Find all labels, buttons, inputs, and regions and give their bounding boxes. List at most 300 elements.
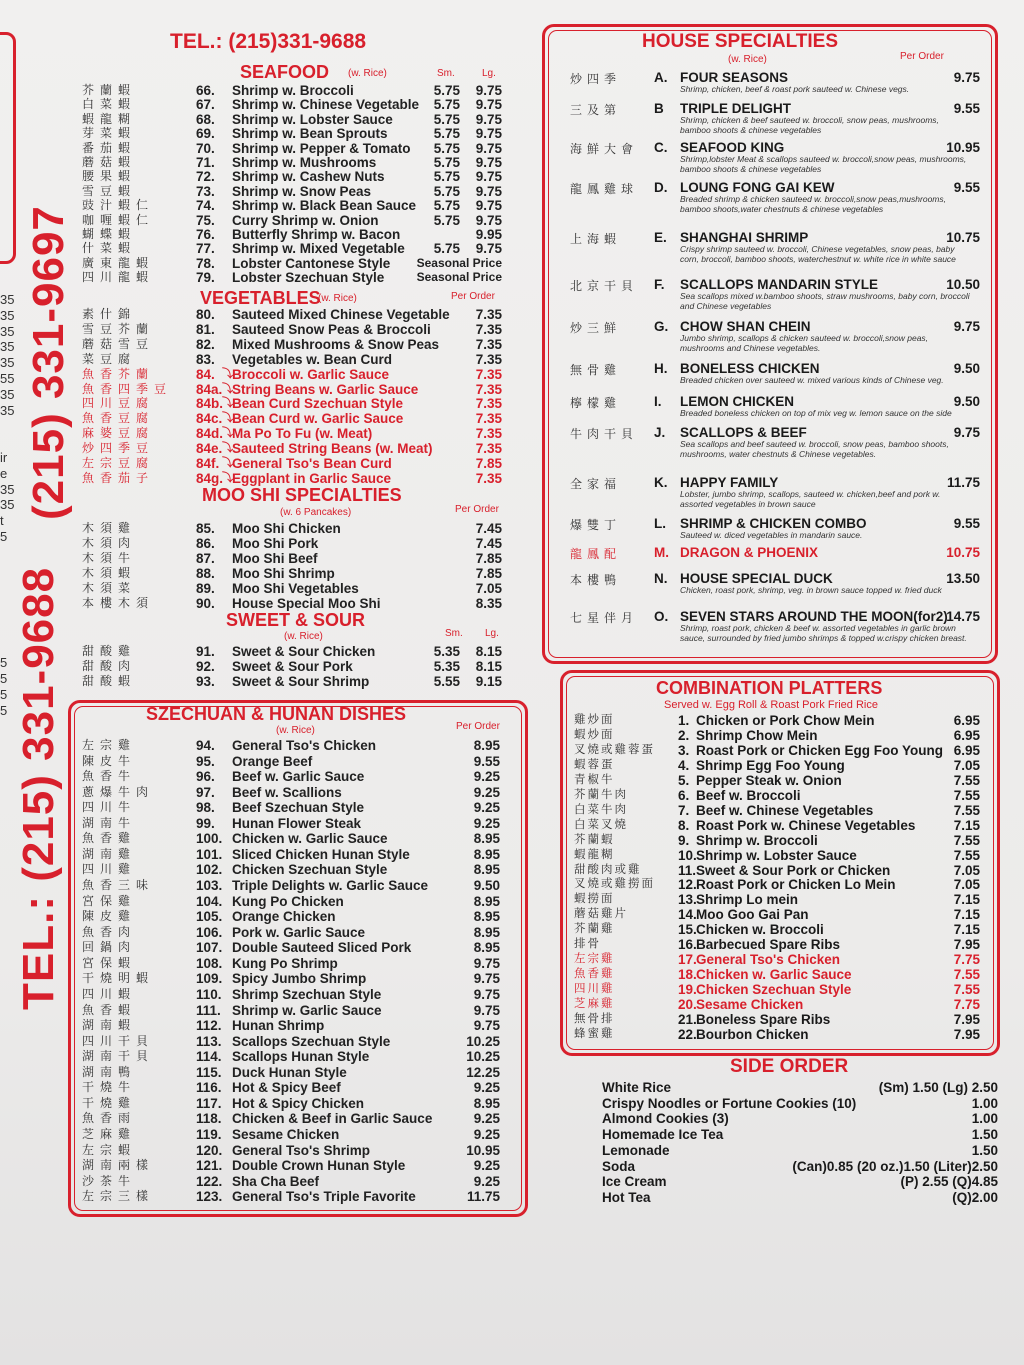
moo_shi-item: [82, 581, 522, 596]
item-price: 9.50: [473, 878, 500, 894]
item-price: 8.95: [473, 893, 500, 909]
chinese-name: 上海蝦: [570, 232, 622, 246]
left-edge-num: 35: [0, 481, 15, 497]
item-description: Breaded boneless chicken on top of mix veg w. lemon sauce on the side: [680, 408, 952, 418]
item-price: Seasonal Price: [416, 270, 502, 285]
item-name: Shrimp w. Chinese Vegetable: [232, 97, 420, 113]
combination-item: [574, 713, 994, 728]
item-number: 92.: [196, 659, 215, 674]
combination-item: [574, 937, 994, 952]
item-price: 9.75: [473, 971, 500, 987]
item-name: Shrimp w. Snow Peas: [232, 183, 372, 199]
item-description: Lobster, jumbo shrimp, scallops, sauteed w. chicken,beef and pork w. assorted vegetables in brown sauce: [680, 489, 941, 509]
szechuan-item: [82, 1049, 522, 1064]
item-price: 11.75: [946, 475, 980, 490]
item-name: SEVEN STARS AROUND THE MOON(for2): [680, 609, 948, 624]
item-number: 115.: [196, 1064, 222, 1080]
item-number: 77.: [196, 241, 215, 257]
item-price-large: 9.75: [475, 126, 502, 142]
chinese-name: 魚香雞: [574, 968, 615, 981]
item-price: 7.05: [953, 757, 980, 773]
szechuan-item: [82, 925, 522, 940]
chinese-name: 白菜牛肉: [574, 803, 628, 816]
item-number: 113.: [196, 1033, 222, 1049]
item-name: Shrimp w. Bean Sprouts: [232, 126, 388, 142]
item-number: 86.: [196, 535, 215, 551]
chinese-name: 爆雙丁: [570, 518, 622, 532]
item-number: 112.: [196, 1018, 222, 1034]
item-price: 13.50: [946, 571, 980, 586]
item-price: 7.35: [475, 366, 502, 382]
vegetables-item: [82, 396, 522, 411]
item-name: Beef w. Scallions: [232, 784, 342, 800]
item-number: 68.: [196, 111, 215, 127]
item-price: 7.15: [953, 817, 980, 833]
szechuan-item: [82, 1034, 522, 1049]
szechuan-item: [82, 1111, 522, 1126]
item-name: Shrimp w. Broccoli: [232, 83, 354, 98]
chinese-name: 湖南鴨: [82, 1064, 137, 1079]
item-description: Sauteed w. diced vegetables in mandarin sauce.: [680, 530, 863, 540]
item-price: 7.35: [475, 396, 502, 412]
item-name: Shrimp Egg Foo Young: [696, 757, 845, 773]
item-price: 9.55: [473, 753, 500, 769]
house-special-item: [570, 609, 980, 643]
item-name: Curry Shrimp w. Onion: [232, 212, 379, 228]
left-edge-num: [0, 434, 12, 450]
szechuan-item: [82, 1080, 522, 1095]
item-letter: D.: [654, 180, 668, 195]
item-name: Chicken Szechuan Style: [232, 862, 388, 878]
item-price: 7.35: [475, 381, 502, 397]
side-order-item: [602, 1174, 998, 1190]
item-name: Shrimp w. Pepper & Tomato: [232, 140, 411, 156]
item-name: Hot Tea: [602, 1189, 651, 1205]
item-name: CHOW SHAN CHEIN: [680, 319, 811, 334]
item-number: 71.: [196, 155, 215, 170]
item-number: 6.: [678, 787, 690, 803]
item-price: 12.25: [466, 1064, 500, 1080]
item-price: 11.75: [466, 1189, 500, 1205]
item-number: 3.: [678, 742, 690, 758]
item-price: 7.05: [953, 862, 980, 878]
szechuan-item: [82, 1143, 522, 1158]
chinese-name: 四川雞: [574, 983, 615, 996]
item-number: 94.: [196, 738, 215, 753]
item-number: 110.: [196, 986, 222, 1002]
side-order-item: [602, 1190, 998, 1206]
item-number: 102.: [196, 862, 223, 878]
item-price: 7.55: [953, 787, 980, 803]
chinese-name: 北京干貝: [570, 279, 639, 293]
combination-item: [574, 877, 994, 892]
item-price: 7.95: [953, 1012, 980, 1027]
item-name: Shrimp w. Lobster Sauce: [696, 847, 857, 863]
left-edge-num: [0, 624, 12, 640]
item-name: Sauteed Mixed Chinese Vegetable: [232, 307, 450, 322]
combination-item: [574, 848, 994, 863]
left-edge-num: [0, 576, 12, 592]
item-number: 84d.: [196, 426, 224, 442]
item-number: 84e.: [196, 441, 223, 457]
item-number: 2.: [678, 727, 690, 743]
chinese-name: 白菜蝦: [82, 97, 137, 112]
house-special-item: [570, 319, 980, 353]
item-description: Sea scallops and beef sauteed w. broccoli, snow peas, bamboo shoots, mushrooms, water chestnuts & Chinese vegetables.: [680, 439, 949, 459]
left-edge-num: t: [0, 513, 4, 529]
chinese-name: 四川蝦: [82, 986, 137, 1001]
item-name: Lemonade: [602, 1142, 670, 1158]
combination-item: [574, 892, 994, 907]
item-price: 7.35: [475, 411, 502, 427]
item-number: 100.: [196, 831, 223, 847]
szechuan-item: [82, 754, 522, 769]
seafood-item: [82, 270, 522, 285]
item-price: 1.00: [971, 1095, 998, 1111]
mooshi-per-order: Per Order: [455, 504, 499, 515]
item-price-small: 5.55: [433, 674, 460, 689]
item-name: Bean Curd w. Garlic Sauce: [232, 411, 404, 427]
item-number: 85.: [196, 521, 215, 536]
combination-item: [574, 1012, 994, 1027]
item-price: 7.55: [953, 802, 980, 818]
left-edge-num: 35: [0, 323, 15, 339]
item-name: Crispy Noodles or Fortune Cookies (10): [602, 1095, 857, 1111]
item-number: 84b.: [196, 396, 224, 412]
combination-item: [574, 997, 994, 1012]
chinese-name: 四川干貝: [82, 1033, 155, 1048]
item-name: Pepper Steak w. Onion: [696, 772, 842, 788]
item-number: 16.: [678, 937, 697, 953]
left-edge-num: 35: [0, 292, 15, 307]
chinese-name: 炒四季豆: [82, 441, 155, 456]
item-name: Double Sauteed Sliced Pork: [232, 940, 412, 956]
item-number: 90.: [196, 595, 215, 611]
chinese-name: 麻婆豆腐: [82, 426, 155, 441]
item-price: 10.25: [466, 1033, 500, 1049]
item-name: Sweet & Sour Pork: [232, 659, 353, 674]
item-price: 9.25: [473, 1158, 500, 1174]
combination-title: COMBINATION PLATTERS: [656, 678, 883, 698]
item-price: 9.75: [953, 425, 980, 440]
combination-item: [574, 833, 994, 848]
item-letter: C.: [654, 140, 668, 155]
item-number: 1.: [678, 713, 690, 728]
combination-item: [574, 907, 994, 922]
szechuan-item: [82, 1096, 522, 1111]
item-name: Shrimp w. Mixed Vegetable: [232, 241, 405, 257]
item-price-large: 9.75: [475, 198, 502, 214]
chinese-name: 魚香豆腐: [82, 411, 155, 426]
item-description: Shrimp, chicken, beef & roast pork sauteed w. Chinese vegs.: [680, 84, 910, 94]
item-number: 84.: [196, 366, 215, 382]
chinese-name: 全家福: [570, 477, 622, 491]
item-price: 7.55: [953, 847, 980, 863]
item-price: 7.35: [475, 321, 502, 337]
house-special-item: [570, 571, 980, 601]
szechuan-item: [82, 909, 522, 924]
item-name: Lobster Szechuan Style: [232, 270, 385, 286]
chinese-name: 干燒雞: [82, 1095, 137, 1110]
item-price: 7.85: [475, 565, 502, 581]
seafood-title: SEAFOOD: [240, 62, 330, 82]
chinese-name: 什菜蝦: [82, 241, 137, 256]
chinese-name: 芥蘭牛肉: [574, 788, 628, 801]
vegetables-item: [82, 352, 522, 367]
item-number: 73.: [196, 183, 215, 199]
item-price-large: 9.75: [475, 169, 502, 185]
item-price: 8.95: [473, 831, 500, 847]
item-price: 10.50: [946, 277, 980, 292]
item-number: 19.: [678, 982, 697, 998]
left-edge-num: 35: [0, 355, 15, 371]
szechuan-item: [82, 785, 522, 800]
item-price-small: 5.75: [433, 155, 460, 170]
item-price: 7.85: [475, 550, 502, 566]
item-number: 7.: [678, 802, 690, 818]
item-name: Sha Cha Beef: [232, 1173, 320, 1189]
item-number: 84f.: [196, 456, 220, 471]
item-price: 7.55: [953, 967, 980, 983]
szechuan-item: [82, 1174, 522, 1189]
item-price: 1.50: [971, 1142, 998, 1158]
chinese-name: 甜酸雞: [82, 644, 137, 658]
left-edge-num: 5: [0, 686, 8, 702]
item-name: Broccoli w. Garlic Sauce: [232, 366, 390, 382]
house-special-item: [570, 140, 980, 174]
item-name: TRIPLE DELIGHT: [680, 101, 791, 116]
item-name: Beef w. Broccoli: [696, 787, 801, 803]
chinese-name: 魚香四季豆: [82, 381, 173, 396]
item-number: 120.: [196, 1142, 223, 1158]
item-price: 9.25: [473, 1127, 500, 1142]
item-name: Shrimp Chow Mein: [696, 727, 818, 743]
item-name: Sauteed String Beans (w. Meat): [232, 441, 433, 457]
item-name: General Tso's Chicken: [232, 738, 377, 753]
item-name: SCALLOPS & BEEF: [680, 425, 807, 440]
item-number: 8.: [678, 817, 690, 833]
left-edge-num: ir: [0, 449, 8, 465]
left-edge-box: [0, 32, 16, 264]
side-order-item: [602, 1096, 998, 1112]
chinese-name: 廣東龍蝦: [82, 255, 155, 270]
item-price: 10.95: [466, 1142, 500, 1158]
chinese-name: 四川雞: [82, 862, 137, 877]
seafood-item: [82, 213, 522, 228]
vegetables-item: [82, 322, 522, 337]
item-number: 88.: [196, 565, 215, 581]
chinese-name: 叉燒或雞蓉蛋: [574, 743, 655, 756]
item-number: 118.: [196, 1111, 222, 1127]
szechuan-title: SZECHUAN & HUNAN DISHES: [146, 704, 407, 724]
item-name: Hunan Shrimp: [232, 1018, 325, 1034]
item-number: 9.: [678, 832, 690, 848]
item-number: 107.: [196, 940, 223, 956]
chinese-name: 牛肉干貝: [570, 427, 639, 441]
side-order-item: [602, 1143, 998, 1159]
item-number: 75.: [196, 212, 215, 228]
szechuan-item: [82, 987, 522, 1002]
item-price: 7.45: [475, 521, 502, 536]
item-number: 10.: [678, 847, 697, 863]
left-edge-num: 35: [0, 339, 15, 355]
hot-spicy-icon: ⤵: [222, 442, 233, 455]
item-name: Triple Delights w. Garlic Sauce: [232, 878, 429, 894]
item-price: 6.95: [953, 713, 980, 728]
item-number: 95.: [196, 753, 215, 769]
vegetables-title: VEGETABLES: [200, 288, 321, 308]
item-name: Chicken & Beef in Garlic Sauce: [232, 1111, 433, 1127]
combination-item: [574, 788, 994, 803]
item-name: Roast Pork or Chicken Egg Foo Young: [696, 742, 944, 758]
chinese-name: 芽菜蝦: [82, 126, 137, 141]
item-name: Orange Chicken: [232, 909, 336, 925]
item-price: 10.25: [466, 1049, 500, 1065]
item-price: (P) 2.55 (Q)4.85: [900, 1174, 998, 1190]
item-number: 76.: [196, 227, 215, 242]
left-edge-num: [0, 561, 12, 577]
hot-spicy-icon: ⤵: [222, 427, 233, 440]
chinese-name: 魚香雞: [82, 831, 137, 846]
item-number: 15.: [678, 922, 697, 938]
chinese-name: 甜酸肉或雞: [574, 863, 642, 876]
item-number: 12.: [678, 877, 697, 893]
item-name: Bean Curd Szechuan Style: [232, 396, 404, 412]
chinese-name: 魚香牛: [82, 769, 137, 784]
item-price: (Can)0.85 (20 oz.)1.50 (Liter)2.50: [792, 1158, 998, 1174]
chinese-name: 豉汁蝦仁: [82, 198, 155, 213]
item-number: 69.: [196, 126, 215, 142]
chinese-name: 木須牛: [82, 550, 137, 565]
item-name: House Special Moo Shi: [232, 595, 381, 611]
item-name: Shrimp w. Black Bean Sauce: [232, 198, 417, 214]
item-price: 7.35: [475, 351, 502, 367]
combination-item: [574, 967, 994, 982]
seafood-item: [82, 97, 522, 112]
vertical-phone-1: (215) 331-9697: [24, 205, 73, 520]
side-order-item: [602, 1080, 998, 1096]
combination-item: [574, 743, 994, 758]
item-name: Bourbon Chicken: [696, 1026, 809, 1042]
item-name: HAPPY FAMILY: [680, 475, 779, 490]
item-price: 7.95: [953, 937, 980, 953]
item-name: General Tso's Bean Curd: [232, 456, 392, 471]
chinese-name: 雪豆蝦: [82, 183, 137, 198]
item-price: 7.05: [475, 580, 502, 596]
chinese-name: 芝麻雞: [574, 998, 615, 1011]
item-name: General Tso's Shrimp: [232, 1142, 370, 1158]
item-name: Moo Shi Beef: [232, 550, 318, 566]
item-letter: K.: [654, 475, 668, 490]
moo_shi-item: [82, 521, 522, 536]
item-price: 7.35: [475, 470, 502, 486]
item-name: General Tso's Chicken: [696, 952, 841, 968]
item-price: 9.25: [473, 815, 500, 831]
chinese-name: 甜酸蝦: [82, 674, 137, 688]
item-number: 72.: [196, 169, 215, 185]
item-price: Seasonal Price: [416, 255, 502, 270]
item-name: Sweet & Sour Shrimp: [232, 674, 370, 689]
szechuan-item: [82, 831, 522, 846]
item-name: Vegetables w. Bean Curd: [232, 351, 393, 367]
seafood-item: [82, 198, 522, 213]
side-order-item: [602, 1127, 998, 1143]
chinese-name: 龍鳳配: [570, 547, 622, 561]
item-name: LOUNG FONG GAI KEW: [680, 180, 835, 195]
item-number: 17.: [678, 952, 697, 968]
chinese-name: 芥蘭蝦: [574, 833, 615, 846]
item-number: 79.: [196, 270, 215, 286]
item-number: 97.: [196, 784, 215, 800]
sweetsour-lg: Lg.: [485, 628, 499, 639]
item-name: Kung Po Shrimp: [232, 955, 338, 971]
item-number: 96.: [196, 769, 215, 785]
item-price-large: 8.15: [475, 644, 502, 659]
item-number: 122.: [196, 1173, 223, 1189]
szechuan-item: [82, 1158, 522, 1173]
chinese-name: 回鍋肉: [82, 940, 137, 955]
item-number: 84a.: [196, 381, 223, 397]
vegetables-item: [82, 367, 522, 382]
item-name: Sesame Chicken: [232, 1127, 340, 1142]
item-name: Sesame Chicken: [696, 997, 804, 1013]
item-price-large: 9.75: [475, 111, 502, 127]
left-edge-numbers: [0, 292, 15, 719]
item-name: Shrimp w. Lobster Sauce: [232, 111, 393, 127]
item-number: 11.: [678, 862, 697, 878]
item-price-large: 9.75: [475, 183, 502, 199]
szechuan-item: [82, 1189, 522, 1204]
item-number: 80.: [196, 307, 215, 322]
chinese-name: 七星伴月: [570, 611, 639, 625]
hot-spicy-icon: ⤵: [222, 471, 233, 484]
item-name: Kung Po Chicken: [232, 893, 344, 909]
sweet_sour-item: [82, 659, 522, 674]
item-price: 6.95: [953, 742, 980, 758]
chinese-name: 三及第: [570, 103, 622, 117]
moo_shi-item: [82, 536, 522, 551]
item-number: 109.: [196, 971, 223, 987]
szechuan-item: [82, 800, 522, 815]
item-price: 7.55: [953, 982, 980, 998]
sweet_sour-item: [82, 644, 522, 659]
item-price: 7.85: [475, 456, 502, 471]
item-number: 89.: [196, 580, 215, 596]
item-name: Barbecued Spare Ribs: [696, 937, 841, 953]
item-description: Sea scallops mixed w.bamboo shoots, straw mushrooms, baby corn, broccoli and Chinese vegetables: [680, 291, 970, 311]
house-special-item: [570, 230, 980, 264]
item-name: Lobster Cantonese Style: [232, 255, 391, 271]
chinese-name: 木須肉: [82, 535, 137, 550]
szechuan-note: (w. Rice): [276, 725, 315, 736]
chinese-name: 湖南兩樣: [82, 1158, 155, 1173]
szechuan-item: [82, 956, 522, 971]
chinese-name: 魚香三味: [82, 878, 155, 893]
item-number: 4.: [678, 757, 690, 773]
item-number: 101.: [196, 846, 223, 862]
item-name: String Beans w. Garlic Sauce: [232, 381, 419, 397]
house-special-item: [570, 101, 980, 135]
chinese-name: 叉燒或雞撈面: [574, 878, 655, 891]
item-name: Shrimp w. Garlic Sauce: [232, 1002, 382, 1018]
chinese-name: 海鮮大會: [570, 142, 639, 156]
chinese-name: 蝦蓉蛋: [574, 758, 615, 771]
item-name: SHRIMP & CHICKEN COMBO: [680, 516, 867, 531]
item-price-large: 9.75: [475, 155, 502, 170]
item-price: 1.50: [971, 1127, 998, 1143]
chinese-name: 白菜叉燒: [574, 818, 628, 831]
item-number: 116.: [196, 1080, 222, 1096]
